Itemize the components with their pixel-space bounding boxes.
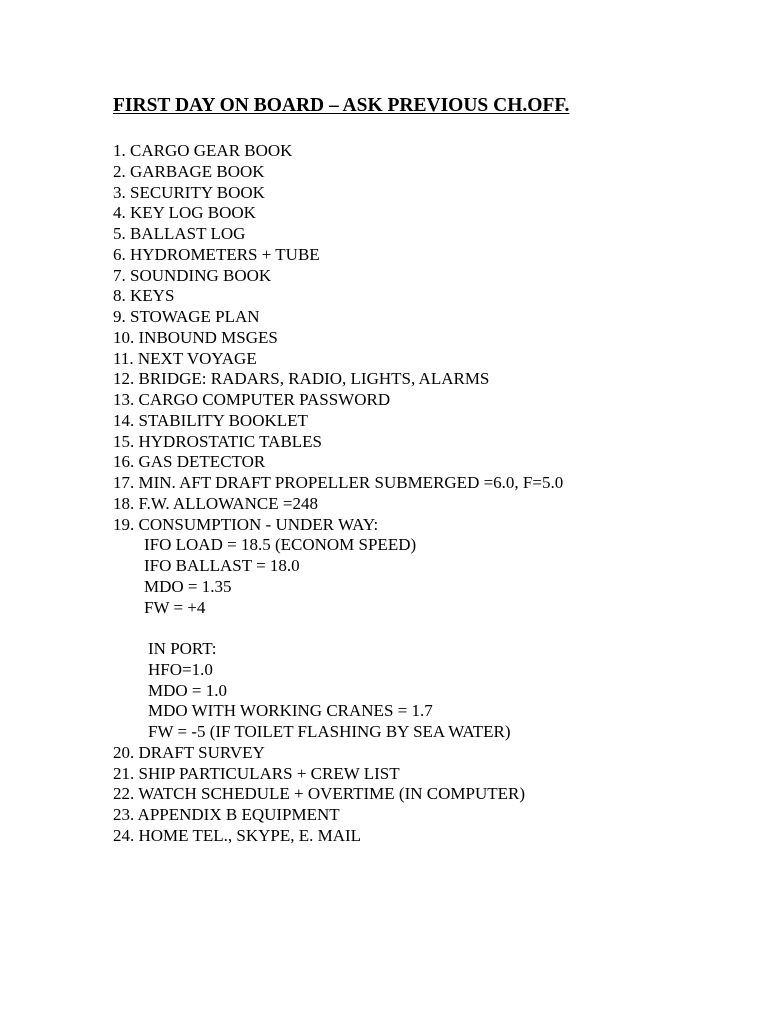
in-port-consumption-line: HFO=1.0 [148,659,213,679]
list-item: 4. KEY LOG BOOK [113,203,256,223]
list-item: 18. F.W. ALLOWANCE =248 [113,493,318,513]
under-way-consumption-line: FW = +4 [144,597,206,617]
list-item: 13. CARGO COMPUTER PASSWORD [113,390,391,409]
list-item: 10. INBOUND MSGES [113,327,278,347]
list-item: 16. GAS DETECTOR [113,452,266,472]
under-way-consumption-line: IFO BALLAST = 18.0 [144,556,300,575]
list-item: 14. STABILITY BOOKLET [113,410,308,430]
checklist [113,141,733,847]
in-port-heading: IN PORT: [148,639,217,658]
list-item: 20. DRAFT SURVEY [113,742,265,762]
blank-line [113,618,733,639]
list-item: 23. APPENDIX B EQUIPMENT [113,805,340,824]
list-item: 6. HYDROMETERS + TUBE [113,244,320,264]
list-item: 3. SECURITY BOOK [113,182,265,202]
list-item: 8. KEYS [113,286,175,306]
in-port-consumption-line: MDO WITH WORKING CRANES = 1.7 [148,701,433,721]
list-item: 21. SHIP PARTICULARS + CREW LIST [113,763,400,783]
list-item: 12. BRIDGE: RADARS, RADIO, LIGHTS, ALARMS [113,369,490,389]
document-page [113,93,733,847]
under-way-consumption-line: MDO = 1.35 [144,576,232,596]
document-title: FIRST DAY ON BOARD – ASK PREVIOUS CH.OFF. [113,95,570,116]
list-item: 17. MIN. AFT DRAFT PROPELLER SUBMERGED =6.0, F=5.0 [113,473,564,492]
list-item: 24. HOME TEL., SKYPE, E. MAIL [113,825,362,845]
under-way-consumption-line: IFO LOAD = 18.5 (ECONOM SPEED) [144,535,417,555]
list-item: 1. CARGO GEAR BOOK [113,141,293,160]
list-item: 19. CONSUMPTION - UNDER WAY: [113,514,379,534]
list-item: 22. WATCH SCHEDULE + OVERTIME (IN COMPUTER) [113,784,525,804]
list-item: 11. NEXT VOYAGE [113,348,257,368]
list-item: 15. HYDROSTATIC TABLES [113,431,323,451]
list-item: 2. GARBAGE BOOK [113,161,265,181]
list-item: 7. SOUNDING BOOK [113,265,272,285]
list-item: 9. STOWAGE PLAN [113,307,260,326]
in-port-consumption-line: MDO = 1.0 [148,680,228,700]
in-port-consumption-line: FW = -5 (IF TOILET FLASHING BY SEA WATER) [148,722,511,741]
list-item: 5. BALLAST LOG [113,224,246,243]
